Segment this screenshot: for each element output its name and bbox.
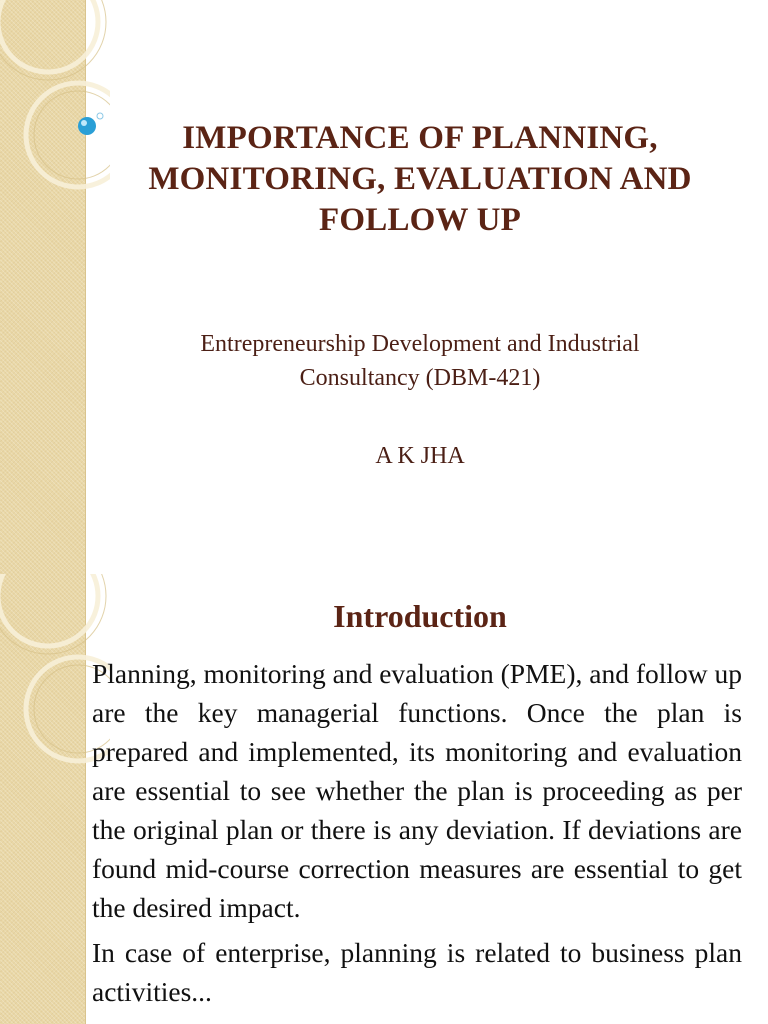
course-subtitle [100, 327, 740, 395]
section-heading: Introduction [333, 598, 507, 634]
subtitle-line: Entrepreneurship Development and Industrial [200, 331, 640, 357]
paragraph: In case of enterprise, planning is related to business plan activities... [92, 937, 742, 1007]
introduction-slide [0, 574, 768, 1024]
subtitle-line: Consultancy (DBM-421) [299, 365, 541, 391]
bullet-orb-icon [78, 117, 96, 135]
decorative-sidebar [0, 574, 86, 1024]
title-line: MONITORING, EVALUATION AND [148, 161, 692, 197]
title-line: IMPORTANCE OF PLANNING, [182, 120, 658, 156]
slide-title [100, 118, 740, 241]
title-line: FOLLOW UP [319, 202, 521, 238]
author-name: A K JHA [375, 443, 465, 469]
body-text [92, 654, 742, 1017]
decorative-sidebar [0, 0, 86, 574]
ring-decoration-icon [0, 0, 110, 574]
paragraph: Planning, monitoring and evaluation (PME), and follow up are the key managerial functions. Once the plan is prepared and implemented, its monitoring and evaluation are essential to see whether the plan is proceeding as per the original plan or there is any deviation. If deviations are found mid-course correction measures are essential to get the desired impact. [92, 658, 742, 923]
